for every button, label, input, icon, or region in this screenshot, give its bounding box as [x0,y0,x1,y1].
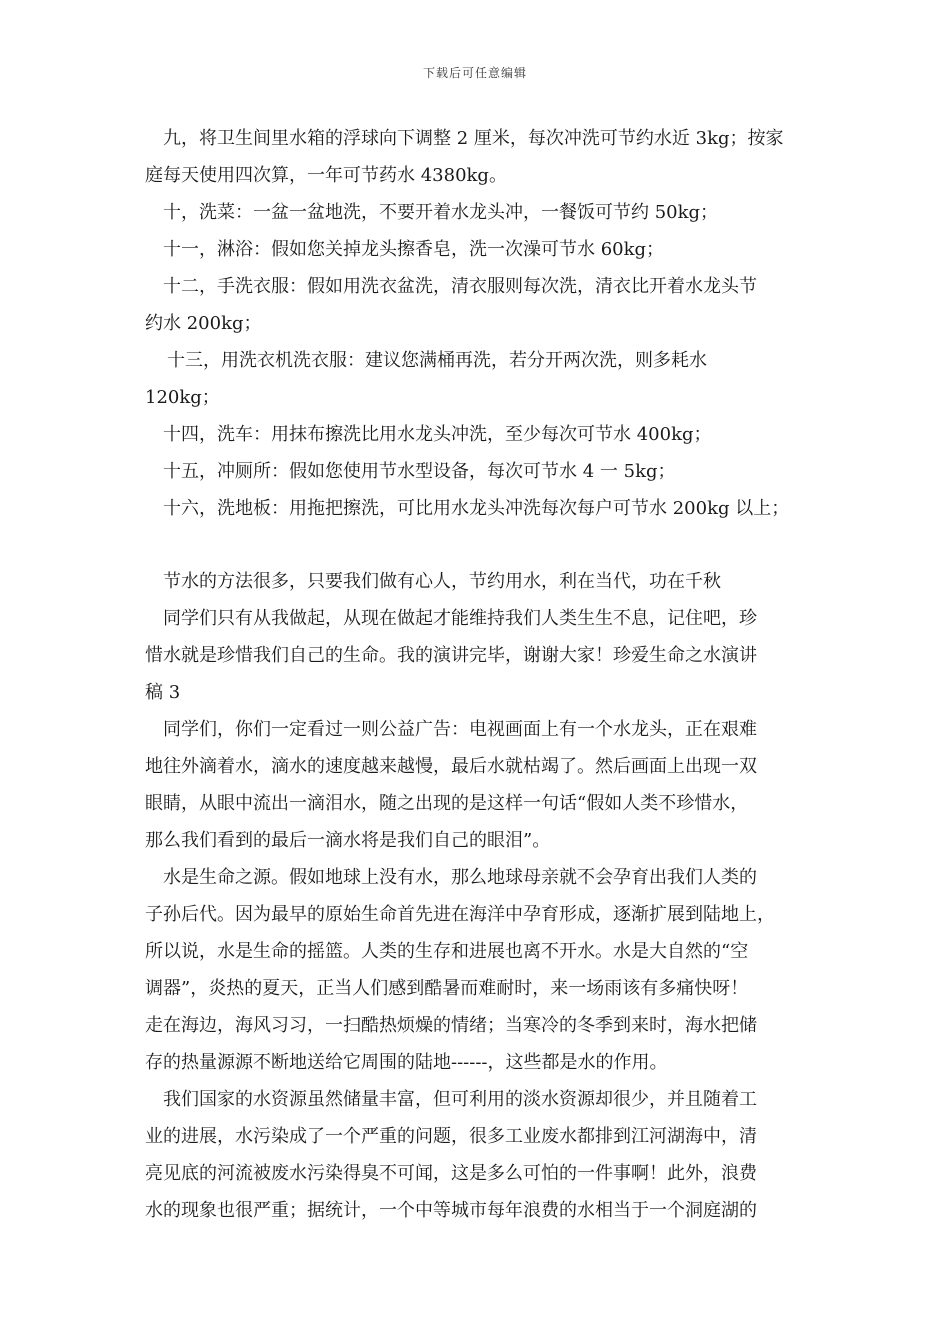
paragraph-line: 十，洗菜：一盆一盆地洗，不要开着水龙头冲，一餐饭可节约 50kg； [163,202,719,223]
paragraph-line: 稿 3 [145,682,181,703]
paragraph-line: 存的热量源源不断地送给它周围的陆地------，这些都是水的作用。 [145,1052,668,1073]
paragraph-line: 十五，冲厕所：假如您使用节水型设备，每次可节水 4 一 5kg； [163,461,676,482]
paragraph-line: 水是生命之源。假如地球上没有水，那么地球母亲就不会孕育出我们人类的 [163,867,757,888]
document-body [145,120,807,1229]
paragraph-line: 惜水就是珍惜我们自己的生命。我的演讲完毕，谢谢大家！珍爱生命之水演讲 [145,645,757,666]
paragraph-line: 所以说，水是生命的摇篮。人类的生存和进展也离不开水。水是大自然的“空 [145,941,749,962]
paragraph-line: 那么我们看到的最后一滴水将是我们自己的眼泪”。 [145,830,551,851]
paragraph-line: 十二，手洗衣服：假如用洗衣盆洗，清衣服则每次洗，清衣比开着水龙头节 [163,276,757,297]
page-header: 下载后可任意编辑 [422,66,527,80]
paragraph-line: 庭每天使用四次算，一年可节药水 4380kg。 [145,165,507,186]
paragraph-line: 眼睛，从眼中流出一滴泪水，随之出现的是这样一句话“假如人类不珍惜水， [145,793,749,814]
paragraph-line: 约水 200kg； [145,313,262,334]
paragraph-line: 节水的方法很多，只要我们做有心人，节约用水，利在当代，功在千秋 [163,571,721,592]
paragraph-line: 同学们，你们一定看过一则公益广告：电视画面上有一个水龙头，正在艰难 [163,719,757,740]
paragraph-line: 水的现象也很严重；据统计，一个中等城市每年浪费的水相当于一个洞庭湖的 [145,1200,757,1221]
paragraph-line: 子孙后代。因为最早的原始生命首先进在海洋中孕育形成，逐渐扩展到陆地上， [145,904,775,925]
paragraph-line: 我们国家的水资源虽然储量丰富，但可利用的淡水资源却很少，并且随着工 [163,1089,757,1110]
paragraph-line: 十四，洗车：用抹布擦洗比用水龙头冲洗，至少每次可节水 400kg； [163,424,712,445]
paragraph-line: 地往外滴着水，滴水的速度越来越慢，最后水就枯竭了。然后画面上出现一双 [145,756,757,777]
paragraph-line: 十六，洗地板：用拖把擦洗，可比用水龙头冲洗每次每户可节水 200kg 以上； [163,498,790,519]
paragraph-line: 九，将卫生间里水箱的浮球向下调整 2 厘米，每次冲洗可节约水近 3kg；按家 [163,128,784,149]
paragraph-line: 同学们只有从我做起，从现在做起才能维持我们人类生生不息，记住吧，珍 [163,608,757,629]
paragraph-line: 走在海边，海风习习，一扫酷热烦燥的情绪；当寒冷的冬季到来时，海水把储 [145,1015,757,1036]
paragraph-line: 调器”，炎热的夏天，正当人们感到酷暑而难耐时，来一场雨该有多痛快呀！ [145,978,749,999]
paragraph-line: 亮见底的河流被废水污染得臭不可闻，这是多么可怕的一件事啊！此外，浪费 [145,1163,757,1184]
paragraph-gap [145,527,807,563]
paragraph-line: 十一，淋浴：假如您关掉龙头擦香皂，洗一次澡可节水 60kg； [163,239,665,260]
paragraph-line: 120kg； [145,387,220,408]
paragraph-line: 十三，用洗衣机洗衣服：建议您满桶再洗，若分开两次洗，则多耗水 [167,350,707,371]
paragraph-line: 业的进展，水污染成了一个严重的问题，很多工业废水都排到江河湖海中，清 [145,1126,757,1147]
